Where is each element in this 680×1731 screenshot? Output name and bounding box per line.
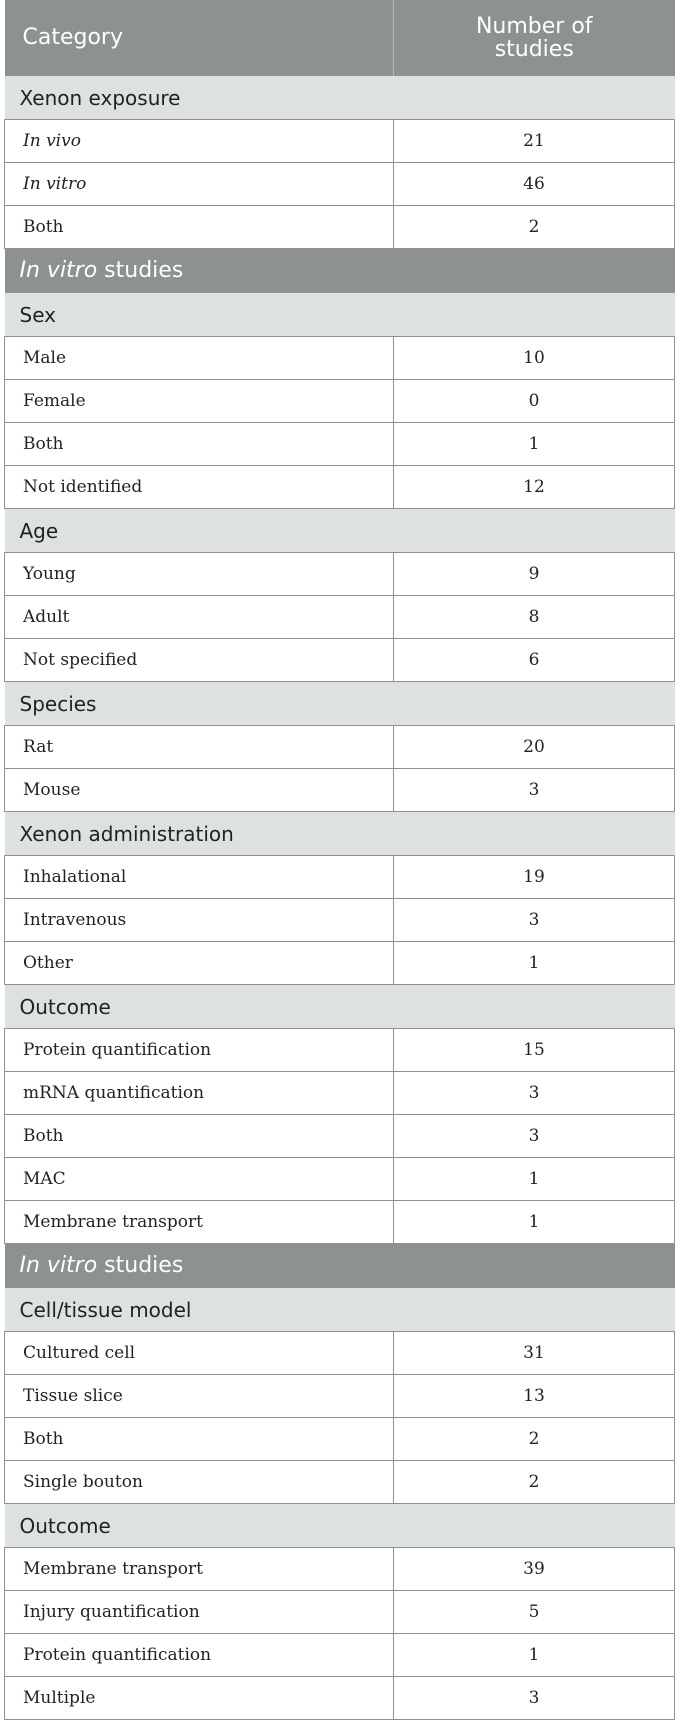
row-label: Intravenous (5, 899, 394, 942)
row-label: Adult (5, 596, 394, 639)
row-count: 10 (394, 337, 675, 380)
row-count: 6 (394, 639, 675, 682)
row-label: Cultured cell (5, 1332, 394, 1375)
section-label: Cell/tissue model (5, 1288, 675, 1332)
group-band-row (5, 249, 675, 293)
row-count: 20 (394, 726, 675, 769)
row-count: 5 (394, 1591, 675, 1634)
row-count: 3 (394, 1677, 675, 1720)
table-row (5, 1591, 675, 1634)
table-row (5, 337, 675, 380)
row-count: 3 (394, 769, 675, 812)
row-count: 9 (394, 553, 675, 596)
section-label: Age (5, 509, 675, 553)
row-label: Female (5, 380, 394, 423)
row-label: Not identified (5, 466, 394, 509)
row-count: 3 (394, 1115, 675, 1158)
row-label: Injury quantification (5, 1591, 394, 1634)
section-label: Outcome (5, 985, 675, 1029)
row-label: Inhalational (5, 856, 394, 899)
table-row (5, 942, 675, 985)
header-category: Category (5, 0, 394, 76)
row-count: 1 (394, 423, 675, 466)
row-count: 19 (394, 856, 675, 899)
section-label: Species (5, 682, 675, 726)
table-row (5, 1375, 675, 1418)
row-count: 0 (394, 380, 675, 423)
table-row (5, 553, 675, 596)
section-header-row (5, 76, 675, 120)
row-count: 21 (394, 120, 675, 163)
group-band-label (5, 1244, 675, 1288)
row-label: Not specified (5, 639, 394, 682)
row-label: Both (5, 206, 394, 249)
row-count: 12 (394, 466, 675, 509)
row-label: Protein quantification (5, 1029, 394, 1072)
row-label: Membrane transport (5, 1201, 394, 1244)
row-label: Membrane transport (5, 1548, 394, 1591)
row-count: 2 (394, 1418, 675, 1461)
row-count: 8 (394, 596, 675, 639)
section-header-row (5, 985, 675, 1029)
table-row (5, 1029, 675, 1072)
group-band-label-rest: studies (97, 258, 184, 283)
row-label: Both (5, 1418, 394, 1461)
section-header-row (5, 1504, 675, 1548)
table-row (5, 1115, 675, 1158)
table-row (5, 466, 675, 509)
row-label: Rat (5, 726, 394, 769)
table-row (5, 596, 675, 639)
row-count: 15 (394, 1029, 675, 1072)
table-row (5, 726, 675, 769)
table-row (5, 1418, 675, 1461)
table-row (5, 1158, 675, 1201)
header-number-of-studies (394, 0, 675, 76)
table-header-row (5, 0, 675, 76)
row-count: 46 (394, 163, 675, 206)
table-row (5, 1548, 675, 1591)
row-count: 39 (394, 1548, 675, 1591)
row-count: 31 (394, 1332, 675, 1375)
row-label: Tissue slice (5, 1375, 394, 1418)
table-body (5, 76, 675, 1720)
row-label: Both (5, 1115, 394, 1158)
row-count: 1 (394, 1201, 675, 1244)
row-count: 3 (394, 899, 675, 942)
group-band-label (5, 249, 675, 293)
row-count: 3 (394, 1072, 675, 1115)
row-label: Male (5, 337, 394, 380)
row-label: In vivo (5, 120, 394, 163)
row-count: 2 (394, 1461, 675, 1504)
section-header-row (5, 509, 675, 553)
table-row (5, 1634, 675, 1677)
section-header-row (5, 293, 675, 337)
row-label: mRNA quantification (5, 1072, 394, 1115)
header-number-text: Number of studies (475, 13, 593, 62)
table-row (5, 1461, 675, 1504)
group-band-row (5, 1244, 675, 1288)
table-row (5, 899, 675, 942)
row-count: 1 (394, 942, 675, 985)
table-row (5, 380, 675, 423)
table-row (5, 1201, 675, 1244)
row-label: Both (5, 423, 394, 466)
section-header-row (5, 1288, 675, 1332)
row-label: Other (5, 942, 394, 985)
group-band-label-em: In vitro (19, 1253, 98, 1278)
row-label: Protein quantification (5, 1634, 394, 1677)
table-row (5, 856, 675, 899)
studies-table (4, 0, 675, 1720)
group-band-label-em: In vitro (19, 258, 98, 283)
row-count: 13 (394, 1375, 675, 1418)
table-row (5, 1677, 675, 1720)
table-row (5, 120, 675, 163)
group-band-label-rest: studies (97, 1253, 184, 1278)
row-label: Multiple (5, 1677, 394, 1720)
section-label: Xenon administration (5, 812, 675, 856)
table-row (5, 1332, 675, 1375)
section-label: Sex (5, 293, 675, 337)
row-count: 1 (394, 1158, 675, 1201)
table-row (5, 1072, 675, 1115)
row-label: Single bouton (5, 1461, 394, 1504)
row-label: Mouse (5, 769, 394, 812)
row-count: 1 (394, 1634, 675, 1677)
table-row (5, 163, 675, 206)
section-header-row (5, 682, 675, 726)
table-row (5, 206, 675, 249)
section-label: Xenon exposure (5, 76, 675, 120)
table-row (5, 639, 675, 682)
row-count: 2 (394, 206, 675, 249)
table-row (5, 769, 675, 812)
section-label: Outcome (5, 1504, 675, 1548)
row-label: MAC (5, 1158, 394, 1201)
section-header-row (5, 812, 675, 856)
row-label: Young (5, 553, 394, 596)
row-label: In vitro (5, 163, 394, 206)
table-row (5, 423, 675, 466)
